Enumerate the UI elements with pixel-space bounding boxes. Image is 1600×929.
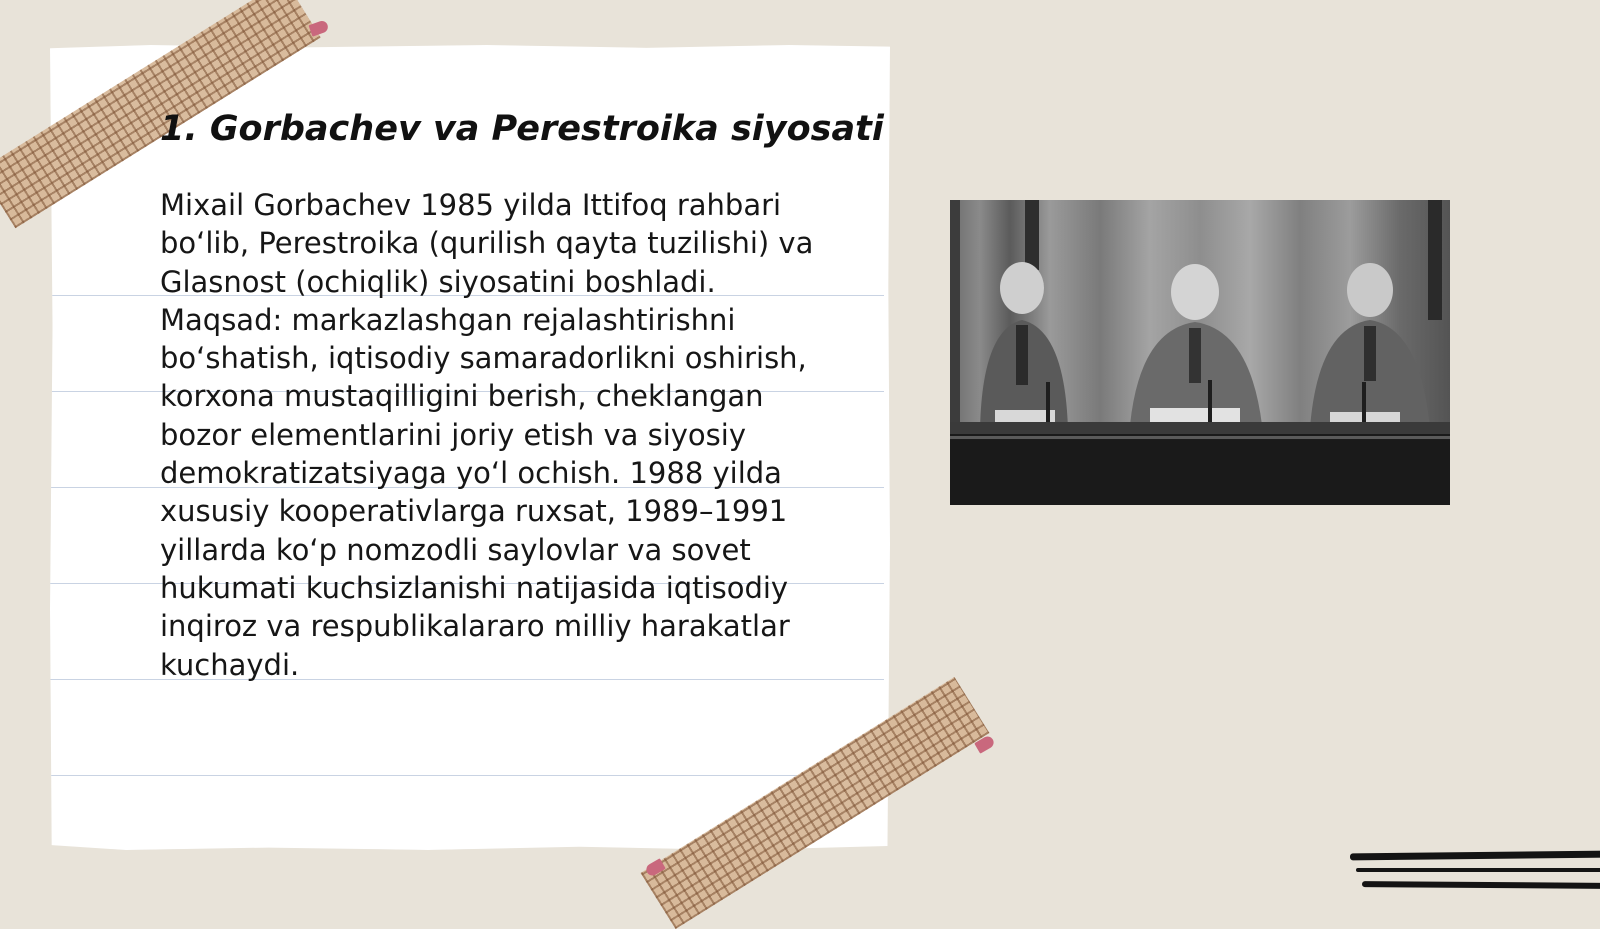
tape-pin-icon (308, 19, 329, 36)
slide-body-text: Mixail Gorbachev 1985 yilda Ittifoq rahbari bo‘lib, Perestroika (qurilish qayta tuzilishi) va Glasnost (ochiqlik) siyosatini boshladi. Maqsad: markazlashgan rejalashtirishni bo‘shatish, iqtisodiy samaradorlikni oshirish, korxona mustaqilligini berish, cheklangan bozor elementlarini joriy etish va siyosiy demokratizatsiyaga yo‘l ochish. 1988 yilda xususiy kooperativlarga ruxsat, 1989–1991 yillarda ko‘p nomzodli saylovlar va sovet hukumati kuchsizlanishi natijasida iqtisodiy inqiroz va respublikalararo milliy harakatlar kuchaydi. (160, 188, 814, 682)
historical-press-conference-photo (950, 200, 1450, 505)
slide-title: 1. Gorbachev va Perestroika siyosati (160, 109, 884, 149)
paper-rule-line (50, 775, 884, 776)
brush-stroke-decoration (1362, 881, 1600, 889)
brush-stroke-decoration (1350, 851, 1600, 861)
brush-stroke-decoration (1356, 868, 1600, 872)
